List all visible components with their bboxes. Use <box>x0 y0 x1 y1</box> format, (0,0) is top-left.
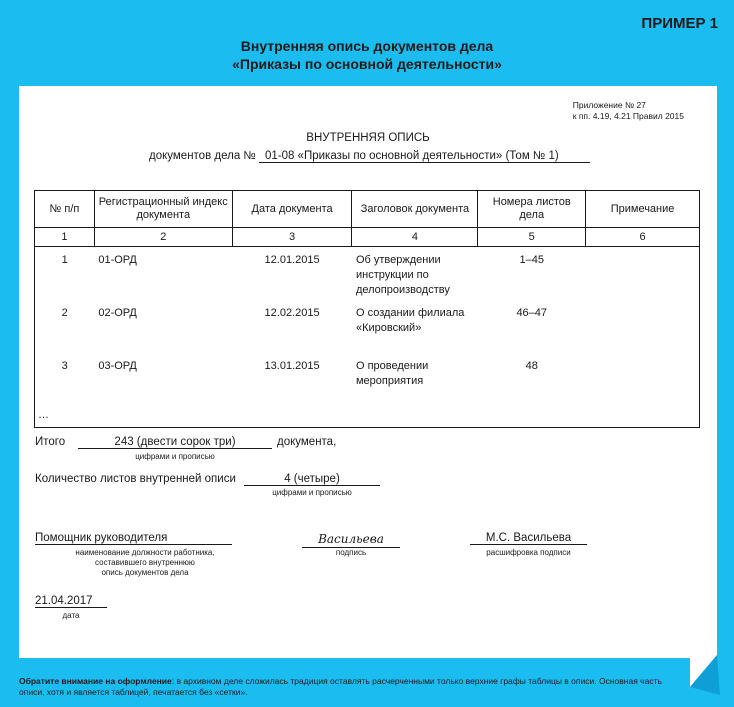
example-badge: ПРИМЕР 1 <box>641 15 718 32</box>
header-sheets: Номера листов дела <box>478 191 586 228</box>
subtitle-prefix: документов дела № <box>149 150 256 162</box>
cell-index: 03-ОРД <box>98 360 137 372</box>
column-number: 4 <box>352 228 478 247</box>
page-corner-fold <box>690 655 734 707</box>
cell-title: О создании филиала «Кировский» <box>355 307 465 334</box>
sheets-count-value: 4 (четыре) <box>244 473 380 486</box>
column-number: 3 <box>232 228 352 247</box>
inventory-title: ВНУТРЕННЯЯ ОПИСЬ <box>306 132 430 144</box>
page-title-line-2: «Приказы по основной деятельности» <box>232 56 502 72</box>
column-number-row <box>35 228 700 247</box>
column-number: 6 <box>586 228 700 247</box>
signature-caption: подпись <box>335 548 367 557</box>
document-date: 21.04.2017 <box>35 595 107 608</box>
header-title: Заголовок документа <box>352 191 478 228</box>
document-sheet <box>19 86 717 658</box>
empty-cell <box>478 406 586 428</box>
cell-index: 02-ОРД <box>98 307 137 319</box>
column-number: 5 <box>478 228 586 247</box>
signatory-name: М.С. Васильева <box>470 532 587 545</box>
inventory-table <box>34 190 700 428</box>
sheets-count-caption: цифрами и прописью <box>272 488 352 497</box>
cell-note <box>586 247 700 301</box>
signature-line <box>302 532 400 548</box>
total-label: Итого <box>35 436 66 448</box>
position-caption-line-3: опись документов дела <box>101 568 189 577</box>
appendix-reference <box>573 100 684 122</box>
sheets-count-label: Количество листов внутренней описи <box>35 473 236 485</box>
footnote-bold: Обратите внимание на оформление <box>19 676 172 686</box>
table-row <box>35 300 700 353</box>
header-num: № п/п <box>35 191 95 228</box>
table-row <box>35 247 700 301</box>
signature-handwritten: Васильева <box>318 532 384 546</box>
cell-num: 3 <box>35 353 95 406</box>
cell-sheets: 46–47 <box>516 307 548 319</box>
header-date: Дата документа <box>232 191 352 228</box>
cell-note <box>586 300 700 353</box>
page-title-line-1: Внутренняя опись документов дела <box>240 38 494 54</box>
total-suffix: документа, <box>277 436 337 448</box>
empty-cell <box>94 406 232 428</box>
name-caption: расшифровка подписи <box>486 548 571 557</box>
page-title <box>0 37 734 73</box>
cell-index: 01-ОРД <box>98 254 137 266</box>
cell-date: 12.01.2015 <box>264 254 320 266</box>
case-name: 01-08 «Приказы по основной деятельности» (Том № 1) <box>259 150 590 163</box>
header-note: Примечание <box>586 191 700 228</box>
cell-sheets: 48 <box>525 360 538 372</box>
cell-date: 12.02.2015 <box>264 307 320 319</box>
header-index: Регистрационный индекс документа <box>94 191 232 228</box>
cell-note <box>586 353 700 406</box>
appendix-line-1: Приложение № 27 <box>572 100 646 110</box>
cell-title: О проведении мероприятия <box>355 360 429 387</box>
column-number: 1 <box>35 228 95 247</box>
signatory-position: Помощник руководителя <box>35 532 232 545</box>
ellipsis: … <box>35 406 95 428</box>
column-number: 2 <box>94 228 232 247</box>
empty-cell <box>232 406 352 428</box>
empty-cell <box>586 406 700 428</box>
table-header-row <box>35 191 700 228</box>
position-caption-line-1: наименование должности работника, <box>75 548 215 557</box>
appendix-line-2: к пп. 4.19, 4.21 Правил 2015 <box>572 111 684 121</box>
cell-date: 13.01.2015 <box>264 360 320 372</box>
table-row-ellipsis <box>35 406 700 428</box>
cell-num: 1 <box>35 247 95 301</box>
empty-cell <box>352 406 478 428</box>
date-caption: дата <box>62 611 80 620</box>
position-caption <box>35 548 255 578</box>
cell-sheets: 1–45 <box>519 254 544 266</box>
cell-title: Об утверждении инструкции по делопроизводству <box>355 254 450 296</box>
total-caption: цифрами и прописью <box>135 452 215 461</box>
cell-num: 2 <box>35 300 95 353</box>
position-caption-line-2: составившего внутреннюю <box>95 558 195 567</box>
total-value: 243 (двести сорок три) <box>78 436 272 449</box>
footnote-text: : в архивном деле сложилась традиция оставлять расчерченными только верхние графы таблицы в описи. Основная часть описи, хотя и является таблицей, печатается без «сетки». <box>19 676 662 697</box>
table-row <box>35 353 700 406</box>
footnote <box>19 676 689 698</box>
inventory-subtitle <box>149 150 590 163</box>
